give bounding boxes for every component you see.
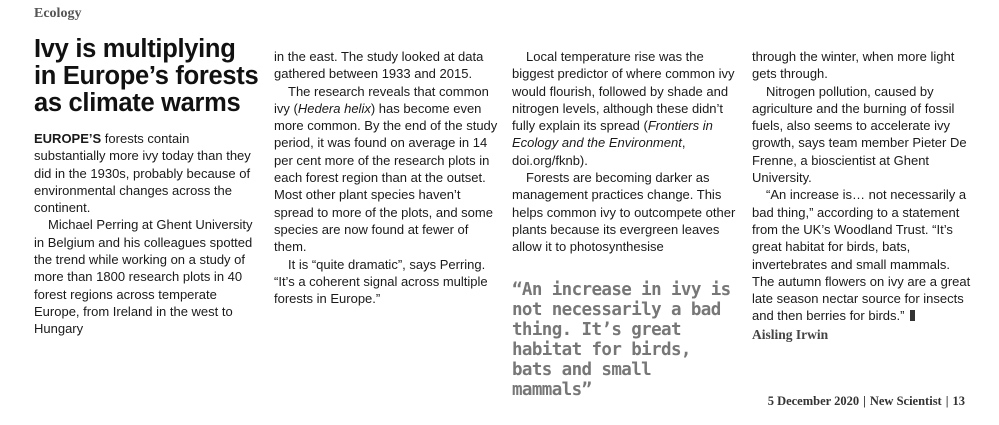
paragraph-6-text-b: , doi.org/fknb). [512, 135, 686, 168]
lead-word: EUROPE’S [34, 131, 102, 146]
column-4 [752, 48, 974, 343]
paragraph-2: Michael Perring at Ghent University in Belgium and his colleagues spotted the trend while working on a study of more than 1800 research plots in 40 forest regions across temperate Europe, from Ireland in the west to Hungary [34, 217, 253, 337]
paragraph-4-text-a: The research reveals that common ivy ( [274, 83, 489, 116]
section-label: Ecology [34, 6, 82, 21]
paragraph-1 [34, 130, 264, 216]
author-byline: Aisling Irwin [752, 326, 829, 342]
end-mark-icon [910, 310, 915, 321]
paragraph-6 [512, 48, 740, 169]
column-2 [274, 48, 499, 307]
paragraph-5: It is “quite dramatic”, says Perring. “It’s a coherent signal across multiple forests in Europe.” [274, 256, 488, 307]
paragraph-4-text-b: ) has become even more common. By the end of the study period, it was found on average in 14 per cent more of the research plots in each forest region than at the outset. Most other plant species haven’t spread to more of the plots, and some species are now found at fewer of them. [274, 100, 498, 255]
paragraph-8: through the winter, when more light gets through. [752, 49, 955, 82]
divider: | [863, 394, 866, 408]
column-3 [512, 48, 740, 400]
paragraph-10 [752, 186, 974, 324]
issue-date: 5 December 2020 [767, 394, 860, 408]
paragraph-7: Forests are becoming darker as management practices change. This helps common ivy to outcompete other plants because its evergreen leaves allow it to photosynthesise [512, 170, 736, 255]
paragraph-6-text-a: Local temperature rise was the biggest predictor of where common ivy would flourish, followed by shade and nitrogen levels, although these didn’t fully explain its spread ( [512, 49, 735, 134]
paragraph-3: in the east. The study looked at data gathered between 1933 and 2015. [274, 49, 484, 82]
publication-name: New Scientist [869, 394, 942, 408]
page-number: 13 [952, 394, 965, 408]
page-footer [768, 394, 965, 409]
paragraph-4 [274, 83, 499, 256]
journal-name: Frontiers in Ecology and the Environment [512, 118, 713, 151]
species-name: Hedera helix [297, 100, 371, 116]
headline: Ivy is multiplying in Europe’s forests as climate warms [34, 35, 259, 117]
paragraph-1-text: forests contain substantially more ivy today than they did in the 1930s, probably because of environmental changes across the continent. [34, 131, 251, 216]
paragraph-10-text: “An increase is… not necessarily a bad thing,” according to a statement from the UK’s Woodland Trust. “It’s great habitat for birds, bats, invertebrates and small mammals. The autumn flowers on ivy are a great late season nectar source for insects and then berries for birds.” [752, 187, 971, 324]
divider: | [945, 394, 949, 408]
column-1 [34, 36, 264, 338]
paragraph-9: Nitrogen pollution, caused by agriculture and the burning of fossil fuels, also seems to accelerate ivy growth, says team member Pieter De Frenne, a bioscientist at Ghent University. [752, 83, 967, 186]
pull-quote: “An increase in ivy is not necessarily a bad thing. It’s great habitat for birds, bats and small mammals” [512, 279, 731, 400]
